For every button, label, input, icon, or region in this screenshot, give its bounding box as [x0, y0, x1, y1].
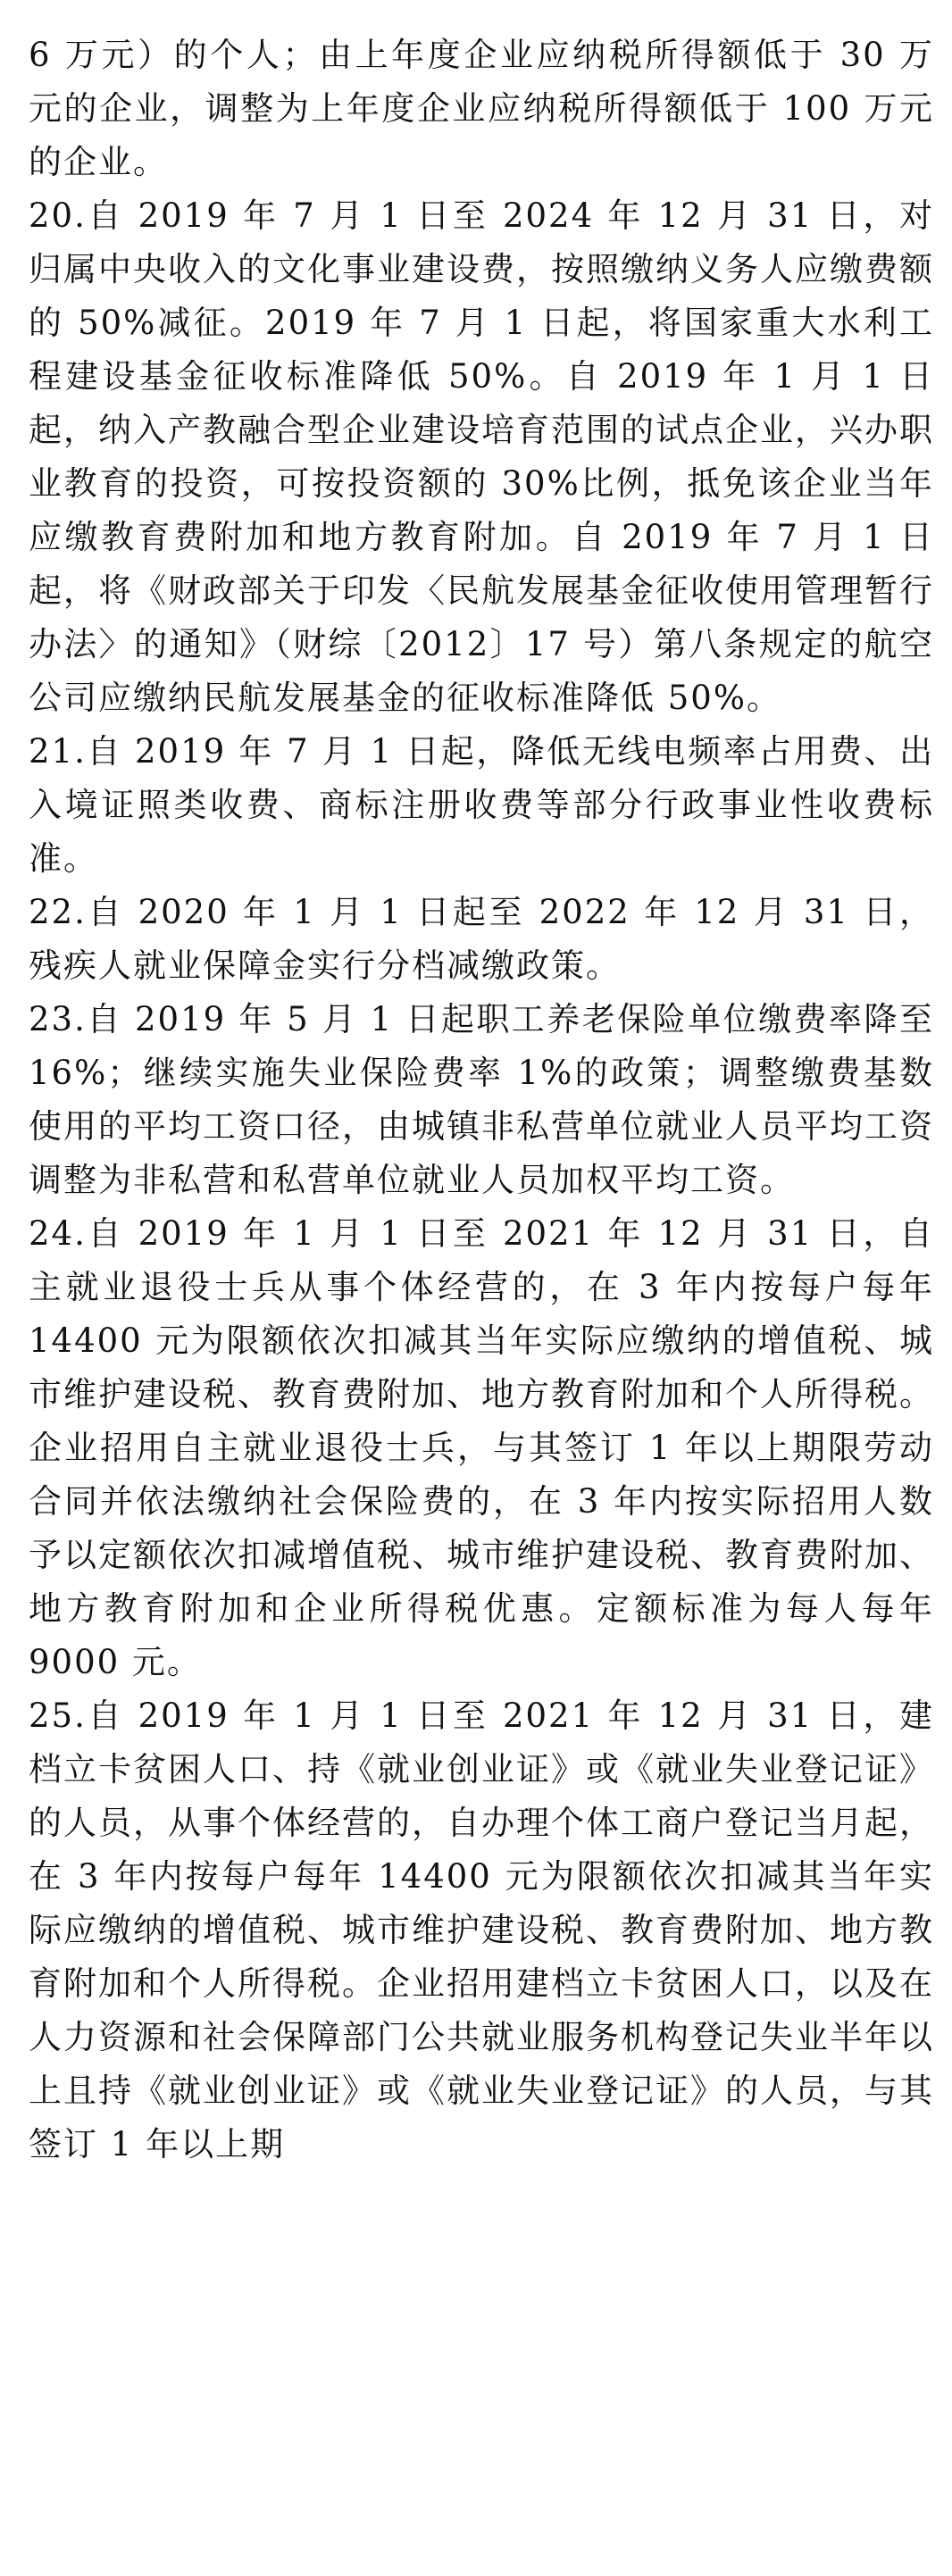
paragraph-item-20: 20.自 2019 年 7 月 1 日至 2024 年 12 月 31 日，对归属中央收入的文化事业建设费，按照缴纳义务人应缴费额的 50%减征。2019 年 7 月 1 日起，将国家重大水利工程建设基金征收标准降低 50%。自 2019 年 1 月 1 日起，纳入产教融合型企业建设培育范围的试点企业，兴办职业教育的投资，可按投资额的 30%比例，抵免该企业当年应缴教育费附加和地方教育附加。自 2019 年 7 月 1 日起，将《财政部关于印发〈民航发展基金征收使用管理暂行办法〉的通知》（财综〔2012〕17 号）第八条规定的航空公司应缴纳民航发展基金的征收标准降低 50%。 [29, 196, 934, 717]
paragraph-continuation: 6 万元）的个人；由上年度企业应纳税所得额低于 30 万元的企业，调整为上年度企业应纳税所得额低于 100 万元的企业。 [29, 36, 934, 181]
paragraph-item-22: 22.自 2020 年 1 月 1 日起至 2022 年 12 月 31 日，残疾人就业保障金实行分档减缴政策。 [29, 893, 934, 985]
paragraph-item-24: 24.自 2019 年 1 月 1 日至 2021 年 12 月 31 日，自主就业退役士兵从事个体经营的，在 3 年内按每户每年 14400 元为限额依次扣减其当年实际应缴纳的增值税、城市维护建设税、教育费附加、地方教育附加和个人所得税。企业招用自主就业退役士兵，与其签订 1 年以上期限劳动合同并依法缴纳社会保险费的，在 3 年内按实际招用人数予以定额依次扣减增值税、城市维护建设税、教育费附加、地方教育附加和企业所得税优惠。定额标准为每人每年 9000 元。 [29, 1214, 934, 1681]
paragraph-item-25: 25.自 2019 年 1 月 1 日至 2021 年 12 月 31 日，建档立卡贫困人口、持《就业创业证》或《就业失业登记证》的人员，从事个体经营的，自办理个体工商户登记当月起，在 3 年内按每户每年 14400 元为限额依次扣减其当年实际应缴纳的增值税、城市维护建设税、教育费附加、地方教育附加和个人所得税。企业招用建档立卡贫困人口，以及在人力资源和社会保障部门公共就业服务机构登记失业半年以上且持《就业创业证》或《就业失业登记证》的人员，与其签订 1 年以上期 [29, 1696, 934, 2163]
paragraph-item-21: 21.自 2019 年 7 月 1 日起，降低无线电频率占用费、出入境证照类收费、商标注册收费等部分行政事业性收费标准。 [29, 732, 934, 878]
paragraph-item-23: 23.自 2019 年 5 月 1 日起职工养老保险单位缴费率降至 16%；继续实施失业保险费率 1%的政策；调整缴费基数使用的平均工资口径，由城镇非私营单位就业人员平均工资调整为非私营和私营单位就业人员加权平均工资。 [29, 1000, 934, 1199]
